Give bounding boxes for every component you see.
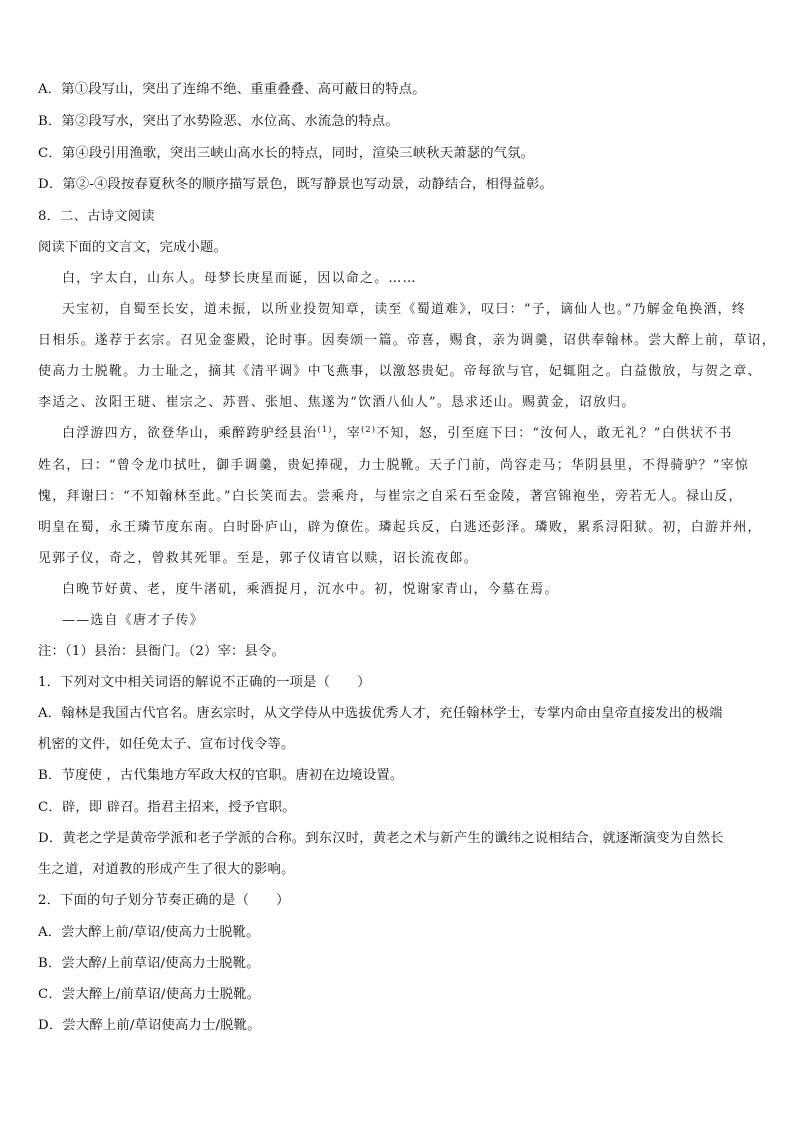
passage-text: 白浮游四方，欲登华山，乘醉跨驴经县治 bbox=[62, 426, 318, 441]
passage-text: ，宰 bbox=[332, 426, 362, 441]
prev-option-a: A．第①段写山，突出了连绵不绝、重重叠叠、高可蔽日的特点。 bbox=[38, 82, 426, 97]
question-1-option-a-line: A．翰林是我国古代官名。唐玄宗时，从文学侍从中选拔优秀人才，充任翰林学士，专掌内命由皇帝直接发出的极端 bbox=[38, 706, 723, 721]
section-heading: 8．二、古诗文阅读 bbox=[38, 209, 155, 224]
question-1-option-a-line: 机密的文件，如任免太子、宣布讨伐令等。 bbox=[38, 737, 295, 752]
prev-option-d: D．第②-④段按春夏秋冬的顺序描写景色，既写静景也写动景，动静结合，相得益彰。 bbox=[38, 177, 553, 192]
question-1-option-d-line: 生之道，对道教的形成产生了很大的影响。 bbox=[38, 862, 295, 877]
passage-paragraph-2-line: 日相乐。遂荐于玄宗。召见金銮殿，论时事。因奏颂一篇。帝喜，赐食，亲为调羹，诏供奉翰林。尝大醉上前，草诏， bbox=[38, 333, 776, 348]
passage-paragraph-2-line: 李适之、汝阳王琎、崔宗之、苏晋、张旭、焦遂为“饮酒八仙人”。恳求还山。赐黄金，诏放归。 bbox=[38, 395, 636, 410]
passage-paragraph-3-line: 见郭子仪，奇之，曾救其死罪。至是，郭子仪请官以赎，诏长流夜郎。 bbox=[38, 551, 478, 566]
question-1-option-d-line: D．黄老之学是黄帝学派和老子学派的合称。到东汉时，黄老之术与新产生的谶纬之说相结合，就逐渐演变为自然长 bbox=[38, 831, 724, 846]
passage-paragraph-2-line: 天宝初，自蜀至长安，道未振，以所业投贺知章，读至《蜀道难》，叹曰：“子，谪仙人也。”乃解金龟换酒，终 bbox=[62, 302, 747, 317]
question-2-option-d: D．尝大醉上前/草诏使高力士/脱靴。 bbox=[38, 1018, 261, 1033]
prev-option-b: B．第②段写水，突出了水势险恶、水位高、水流急的特点。 bbox=[38, 114, 399, 129]
passage-text: 不知，怒，引至庭下曰：“汝何人，敢无礼？”白供状不书 bbox=[376, 426, 733, 441]
question-2-stem: 2．下面的句子划分节奏正确的是（ ） bbox=[38, 893, 290, 908]
passage-paragraph-3-line bbox=[62, 424, 782, 444]
footnote-ref-2: (2) bbox=[361, 425, 377, 434]
question-1-stem: 1．下列对文中相关词语的解说不正确的一项是（ ） bbox=[38, 675, 371, 690]
instruction: 阅读下面的文言文，完成小题。 bbox=[38, 240, 227, 255]
passage-paragraph-3-line: 姓名，曰：“曾令龙巾拭吐，御手调羹，贵妃捧砚，力士脱靴。天子门前，尚容走马；华阴县里，不得骑驴？”宰惊 bbox=[38, 458, 750, 473]
question-2-option-c: C．尝大醉上/前草诏/使高力士脱靴。 bbox=[38, 987, 261, 1002]
question-1-option-b: B．节度使 ，古代集地方军政大权的官职。唐初在边境设置。 bbox=[38, 768, 404, 783]
question-2-option-a: A．尝大醉上前/草诏/使高力士脱靴。 bbox=[38, 925, 260, 940]
passage-paragraph-3-line: 明皇在蜀，永王璘节度东南。白时卧庐山，辟为僚佐。璘起兵反，白逃还彭泽。璘败，累系浔阳狱。初，白游并州， bbox=[38, 520, 762, 535]
passage-paragraph-3-line: 愧，拜谢曰：“不知翰林至此。”白长笑而去。尝乘舟，与崔宗之自采石至金陵，著宫锦袍坐，旁若无人。禄山反， bbox=[38, 489, 743, 504]
passage-paragraph-2-line: 使高力士脱靴。力士耻之，摘其《清平调》中飞燕事，以激怒贵妃。帝每欲与官，妃辄阻之。白益傲放，与贺之章、 bbox=[38, 364, 762, 379]
passage-paragraph-4: 白晚节好黄、老，度牛渚矶，乘酒捉月，沉水中。初，悦谢家青山，今墓在焉。 bbox=[62, 582, 559, 597]
passage-source: ——选自《唐才子传》 bbox=[62, 613, 204, 628]
question-2-option-b: B．尝大醉/上前草诏/使高力士脱靴。 bbox=[38, 956, 260, 971]
annotation-notes: 注：（1）县治：县衙门。（2）宰：县令。 bbox=[38, 644, 285, 659]
prev-option-c: C．第④段引用渔歌，突出三峡山高水长的特点，同时，渲染三峡秋天萧瑟的气氛。 bbox=[38, 146, 535, 161]
passage-paragraph-1: 白，字太白，山东人。母梦长庚星而诞，因以命之。…… bbox=[62, 271, 417, 286]
question-1-option-c: C．辟，即 辟召。指君主招来，授予官职。 bbox=[38, 800, 296, 815]
footnote-ref-1: (1) bbox=[317, 425, 333, 434]
